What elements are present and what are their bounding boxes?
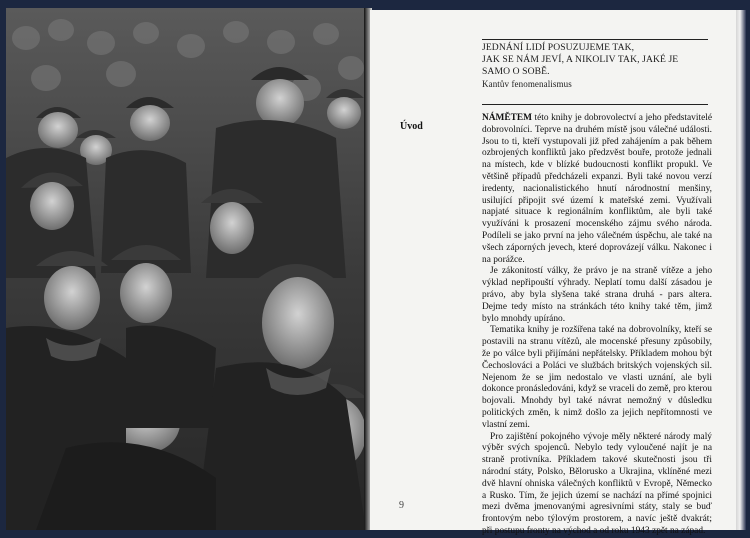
page-number: 9 — [399, 500, 404, 511]
paragraph: Tematika knihy je rozšířena také na dobrovolníky, kteří se postavili na stranu vítězů, ale mocenské přesuny způsobily, že po válce byli přijímáni nepřátelsky. Příkladem mohou být Čechoslováci a Poláci ve službách britských vojenských sil. Nejenom že se jim nedostalo ve vlasti uznání, ale byli dokonce pronásledováni, když se vraceli do země, pro kterou bojovali. Mnohdy byl také návrat nemožný v důsledku politických změn, k nimž došlo za jejich nepřítomnosti ve vlastní zemi. — [482, 325, 712, 430]
page-edge — [736, 10, 746, 530]
section-title: Úvod — [400, 121, 423, 132]
epigraph-line: SAMO O SOBĚ. — [482, 66, 550, 77]
epigraph-top-rule — [482, 39, 708, 40]
epigraph-line: JAK SE NÁM JEVÍ, A NIKOLIV TAK, JAKÉ JE — [482, 54, 679, 65]
photo-page — [6, 8, 366, 530]
paragraph-text: této knihy je dobrovolectví a jeho představitelé dobrovolníci. Teprve na druhém místě jsou válečné události. Jsou to ti, kteří vystupovali již před zahájením a pak během ozbrojených konfliktů jako předzvěst bouře, protože jednali na místech, kde v blízké budoucnosti konflikt propukl. Ve většině případů předcházeli expanzi. Byli také novou verzí iredenty, nacionalistického hnutí národnostní menšiny, usilující připojit své území k mateřské zemi. Využívali napjaté situace k regionálním konfliktům, ale byli také využíváni k prosazení mocenského zájmu svého národa. Podíleli se jako první na jeho válečném úspěchu, ale také na všech záporných jevech, které doprovázejí válku. Nakonec i na porážce. — [482, 113, 712, 265]
paragraph — [482, 113, 712, 266]
epigraph-attribution: Kantův fenomenalismus — [482, 79, 572, 89]
body-text — [482, 113, 712, 538]
epigraph-line: JEDNÁNÍ LIDÍ POSUZUJEME TAK, — [482, 42, 635, 53]
paragraph: Je zákonitostí války, že právo je na straně vítěze a jeho výklad nepřipouští výhrady. Neplatí tomu další zásadou je právo, aby byla slyšena také strana druhá - pars altera. Dejme tedy místo na stránkách této knihy také těm, jimž bylo mnohdy upíráno. — [482, 266, 712, 324]
text-page — [370, 10, 736, 536]
epigraph-bottom-rule — [482, 104, 708, 105]
soldiers-photograph — [6, 8, 366, 530]
lead-word: NÁMĚTEM — [482, 113, 532, 123]
epigraph — [482, 42, 712, 90]
paragraph: Pro zajištění pokojného vývoje měly některé národy malý výběr svých spojenců. Nebylo tedy vyloučené najít je na straně protivníka. Příkladem takové skutečnosti jsou tři národní státy, Polsko, Bělorusko a Ukrajina, vklíněné mezi dvě hlavní ohniska válečných konfliktů v Evropě, Německo a Rusko. Tím, že jejich území se nachází na přímé spojnici mezi dvěma jmenovanými agresivními státy, staly se buď frontovým nebo týlovým prostorem, a navíc ještě dvakrát; při postupu fronty na východ a od roku 1943 zpět na západ. — [482, 431, 712, 536]
